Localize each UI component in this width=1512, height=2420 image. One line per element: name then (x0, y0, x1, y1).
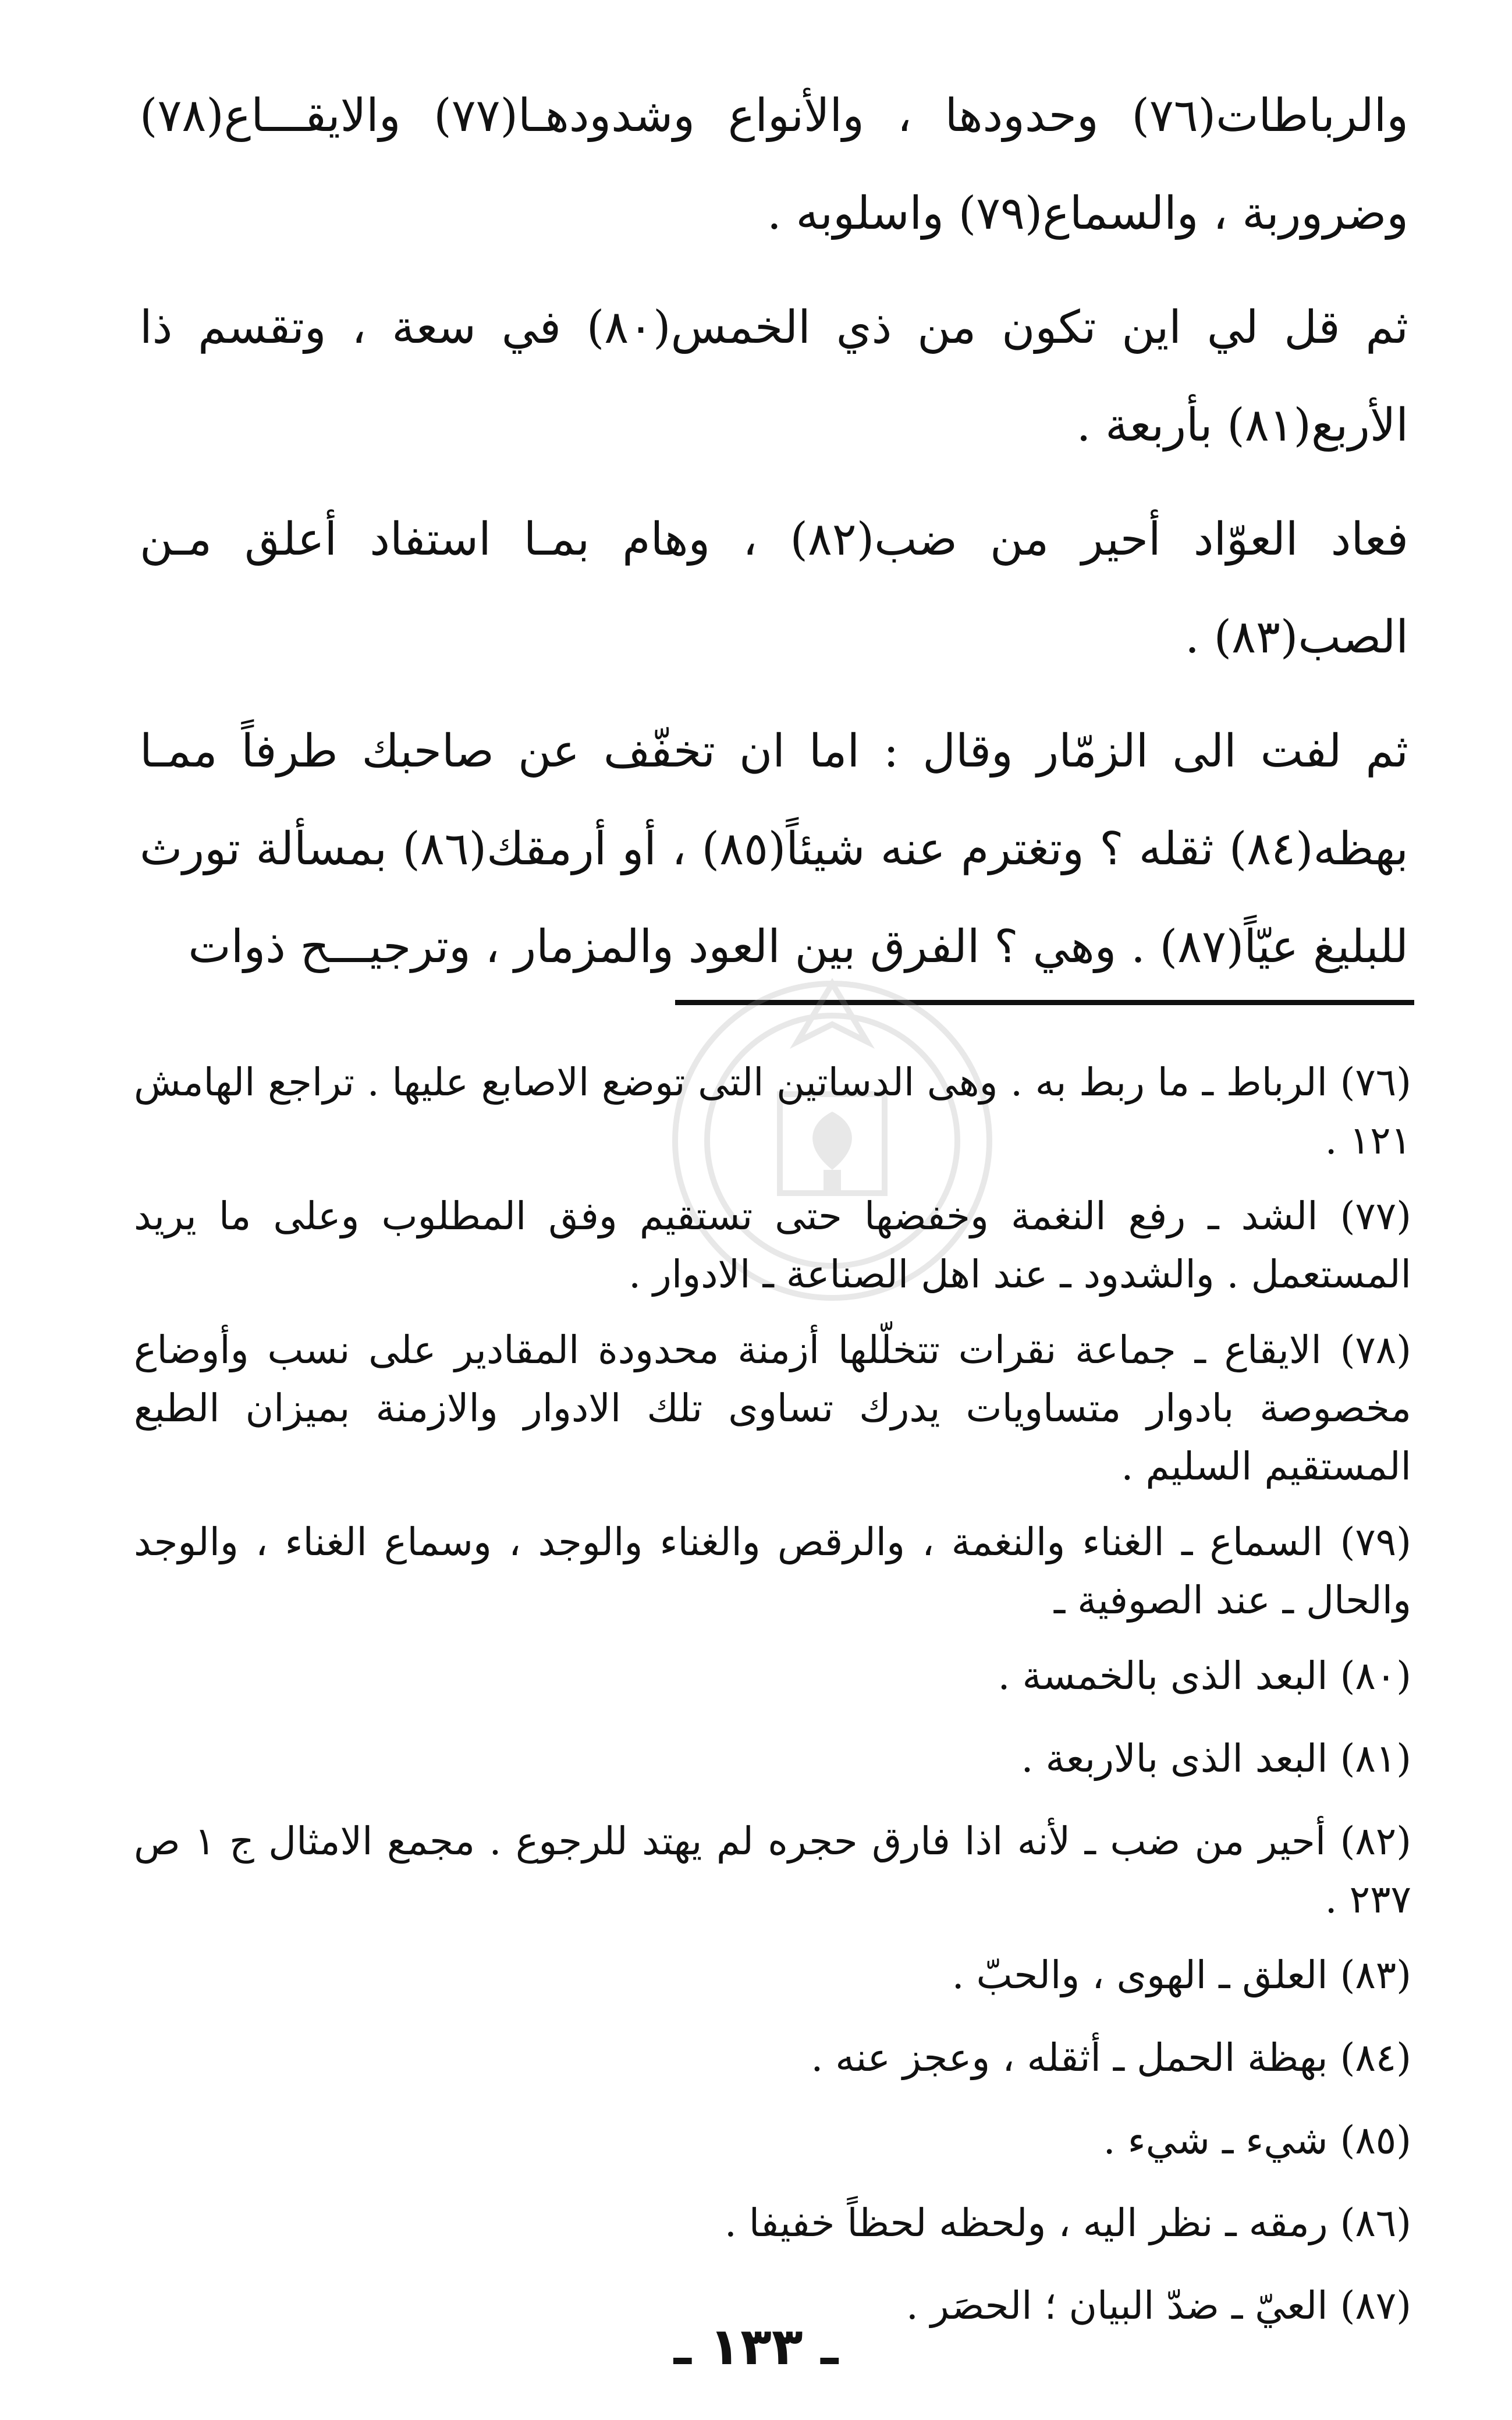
footnote-76: (٧٦) الرباط ـ ما ربط به . وهى الدساتين التى توضع الاصابع عليها . تراجع الهامش ١٢١ . (134, 1060, 1411, 1163)
paragraph-4: ثم لفت الى الزمّار وقال : اما ان تخفّف عن صاحبك طرفاً ممـا بهظه(٨٤) ثقله ؟ وتغترم عنه شيئاً(٨٥) ، أو أرمقك(٨٦) بمسألة تورث للبليغ عيّاً(٨٧) . وهي ؟ الفرق بين العود والمزمار ، وترجيـــح ذوات (140, 725, 1408, 973)
footnote-82: (٨٢) أحير من ضب ـ لأنه اذا فارق حجره لم يهتد للرجوع . مجمع الامثال ج ١ ص ٢٣٧ . (134, 1819, 1411, 1922)
footnote-77: (٧٧) الشد ـ رفع النغمة وخفضها حتى تستقيم وفق المطلوب وعلى ما يريد المستعمل . والشدود ـ عند اهل الصناعة ـ الادوار . (134, 1194, 1411, 1297)
footnote-78: (٧٨) الايقاع ـ جماعة نقرات تتخلّلها أزمنة محدودة المقادير على نسب وأوضاع مخصوصة بادوار متساويات يدرك تساوى تلك الادوار والازمنة بميزان الطبع المستقيم السليم . (134, 1328, 1411, 1489)
footnote-79: (٧٩) السماع ـ الغناء والنغمة ، والرقص والغناء والوجد ، وسماع الغناء ، والوجد والحال ـ عند الصوفية ـ (134, 1520, 1411, 1623)
footnote-separator-rule (675, 1000, 1414, 1005)
page-number: ـ ١٣٣ ـ (673, 2316, 839, 2376)
footnote-81: (٨١) البعد الذى بالاربعة . (1021, 1736, 1411, 1781)
main-text (140, 67, 1408, 1012)
paragraph-3: فعاد العوّاد أحير من ضب(٨٢) ، وهام بمـا استفاد أعلق مـن الصب(٨٣) . (140, 513, 1408, 663)
footnote-87: (٨٧) العيّ ـ ضدّ البيان ؛ الحصَر . (906, 2283, 1411, 2328)
paragraph-2: ثم قل لي اين تكون من ذي الخمس(٨٠) في سعة ، وتقسم ذا الأربع(٨١) بأربعة . (140, 301, 1409, 452)
footnote-86: (٨٦) رمقه ـ نظر اليه ، ولحظه لحظاً خفيفا . (724, 2201, 1411, 2245)
footnote-80: (٨٠) البعد الذى بالخمسة . (998, 1653, 1411, 1698)
footnote-85: (٨٥) شيء ـ شيء . (1103, 2118, 1411, 2163)
footnote-84: (٨٤) بهظة الحمل ـ أثقله ، وعجز عنه . (811, 2035, 1411, 2080)
footnotes (134, 1053, 1411, 2359)
footnote-83: (٨٣) العلق ـ الهوى ، والحبّ . (952, 1953, 1411, 1997)
paragraph-1: والرباطات(٧٦) وحدودها ، والأنواع وشدودهـا(٧٧) والايقـــاع(٧٨) وضروربة ، والسماع(٧٩) واسلوبه . (140, 90, 1408, 240)
